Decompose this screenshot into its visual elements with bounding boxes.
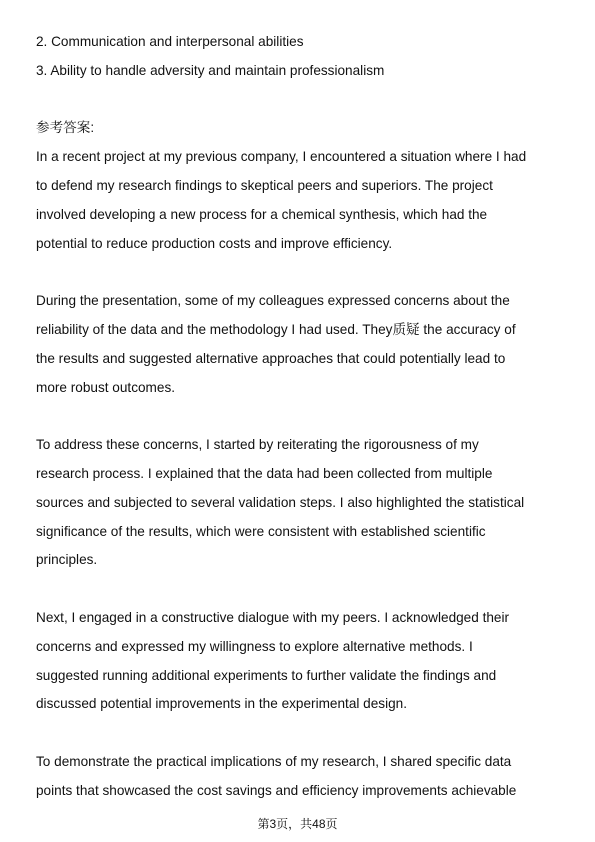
paragraph-line: significance of the results, which were consistent with established scientific xyxy=(36,523,486,539)
paragraph-line: more robust outcomes. xyxy=(36,379,176,395)
paragraph-line: concerns and expressed my willingness to explore alternative methods. I xyxy=(36,638,473,654)
paragraph-line: To address these concerns, I started by reiterating the rigorousness of my xyxy=(36,437,479,453)
paragraph-line: discussed potential improvements in the experimental design. xyxy=(36,696,408,712)
paragraph-spacer xyxy=(36,575,564,604)
paragraph-spacer xyxy=(36,402,564,431)
paragraph-line: During the presentation, some of my colleagues expressed concerns about the xyxy=(36,293,510,309)
list-item: 2. Communication and interpersonal abilities xyxy=(36,34,304,49)
paragraph-line: to defend my research findings to skeptical peers and superiors. The project xyxy=(36,177,493,193)
answer-heading: 参考答案: xyxy=(36,120,95,136)
document-body xyxy=(36,28,564,806)
paragraph-line: suggested running additional experiments to further validate the findings and xyxy=(36,667,497,683)
paragraph-spacer xyxy=(36,86,564,115)
paragraph-line: involved developing a new process for a chemical synthesis, which had the xyxy=(36,206,488,222)
paragraph-line: In a recent project at my previous company, I encountered a situation where I had xyxy=(36,149,527,165)
paragraph-line: sources and subjected to several validation steps. I also highlighted the statistical xyxy=(36,494,525,510)
paragraph xyxy=(36,431,564,575)
paragraph-line: To demonstrate the practical implications of my research, I shared specific data xyxy=(36,753,512,769)
paragraph-spacer xyxy=(36,719,564,748)
paragraph xyxy=(36,287,564,402)
paragraph-spacer xyxy=(36,258,564,287)
paragraph-line: principles. xyxy=(36,552,98,568)
paragraph xyxy=(36,143,564,258)
paragraph xyxy=(36,748,564,806)
paragraph-line: research process. I explained that the data had been collected from multiple xyxy=(36,465,493,481)
page-number-footer: 第3页，共48页 xyxy=(257,817,338,831)
paragraph-line: the results and suggested alternative approaches that could potentially lead to xyxy=(36,350,506,366)
paragraph-line: reliability of the data and the methodology I had used. They质疑 the accuracy of xyxy=(36,321,516,337)
paragraph-line: points that showcased the cost savings and efficiency improvements achievable xyxy=(36,782,517,798)
paragraph xyxy=(36,604,564,719)
list-item: 3. Ability to handle adversity and maintain professionalism xyxy=(36,62,385,78)
paragraph-line: potential to reduce production costs and improve efficiency. xyxy=(36,235,393,251)
paragraph-line: Next, I engaged in a constructive dialogue with my peers. I acknowledged their xyxy=(36,609,510,625)
